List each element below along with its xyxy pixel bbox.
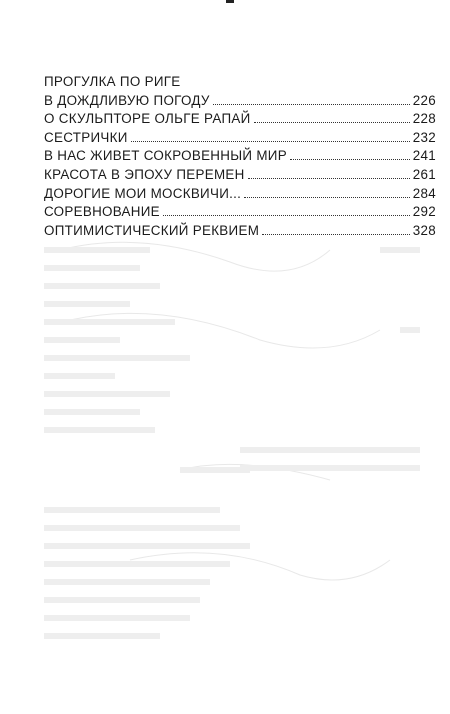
- toc-entry-line: [44, 147, 436, 166]
- toc-entry-title: КРАСОТА В ЭПОХУ ПЕРЕМЕН: [44, 166, 245, 182]
- toc-entry-title: В НАС ЖИВЕТ СОКРОВЕННЫЙ МИР: [44, 148, 287, 164]
- toc-entry-line: [44, 203, 436, 222]
- dot-leader: [290, 159, 410, 160]
- toc-entry: [44, 166, 436, 185]
- dot-leader: [131, 141, 410, 142]
- dot-leader: [213, 104, 410, 105]
- toc-entry: [44, 185, 436, 204]
- toc-page-number: 232: [412, 129, 436, 145]
- table-of-contents: [44, 73, 436, 240]
- toc-entry-title: О СКУЛЬПТОРЕ ОЛЬГЕ РАПАЙ: [44, 111, 251, 127]
- toc-entry: [44, 203, 436, 222]
- dot-leader: [248, 178, 410, 179]
- toc-entry-line: [44, 92, 436, 111]
- toc-entry-title: ПРОГУЛКА ПО РИГЕ: [44, 74, 181, 89]
- dot-leader: [262, 234, 410, 235]
- dot-leader: [244, 197, 410, 198]
- toc-entry-line: [44, 110, 436, 129]
- page-top-mark: [226, 0, 234, 3]
- toc-entry-line: [44, 166, 436, 185]
- toc-entry: [44, 129, 436, 148]
- toc-page-number: 292: [412, 204, 436, 220]
- toc-entry-line: [44, 129, 436, 148]
- toc-entry-title: СЕСТРИЧКИ: [44, 129, 128, 145]
- toc-entry-title: ДОРОГИЕ МОИ МОСКВИЧИ...: [44, 185, 242, 201]
- toc-page-number: 284: [412, 185, 436, 201]
- toc-page-number: 228: [412, 111, 436, 127]
- toc-entry-title: В ДОЖДЛИВУЮ ПОГОДУ: [44, 92, 210, 108]
- toc-page-number: 261: [412, 166, 436, 182]
- toc-entry-line: [44, 185, 436, 204]
- toc-entry-title: СОРЕВНОВАНИЕ: [44, 204, 160, 220]
- toc-entry: [44, 73, 436, 110]
- toc-entry: [44, 222, 436, 241]
- toc-entry: [44, 110, 436, 129]
- dot-leader: [254, 122, 410, 123]
- toc-entry-line: [44, 222, 436, 241]
- toc-entry: [44, 147, 436, 166]
- toc-page-number: 241: [412, 148, 436, 164]
- toc-entry-title: ОПТИМИСТИЧЕСКИЙ РЕКВИЕМ: [44, 222, 260, 238]
- toc-page-number: 226: [412, 92, 436, 108]
- toc-entry-line: [44, 73, 436, 92]
- toc-page-number: 328: [412, 222, 436, 238]
- dot-leader: [163, 215, 410, 216]
